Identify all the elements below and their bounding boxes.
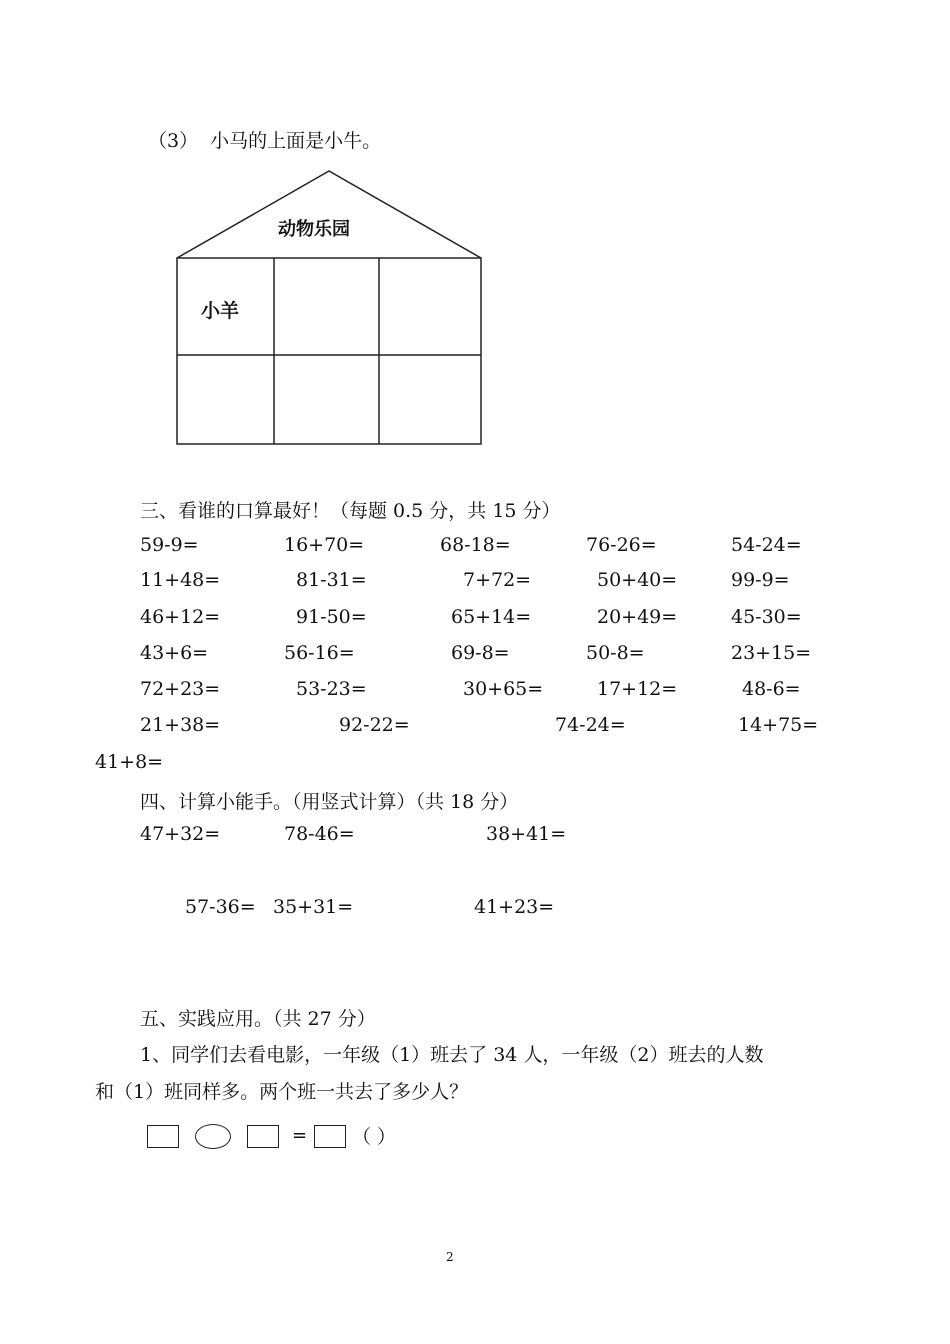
answer-box-1[interactable] (147, 1125, 179, 1148)
calc-item: 59-9= (140, 534, 199, 556)
calc-item: 65+14= (451, 606, 532, 628)
vertical-calc-item: 47+32= (140, 823, 221, 845)
operator-oval[interactable] (195, 1124, 231, 1149)
house-title: 动物乐园 (278, 219, 350, 240)
house-cell-sheep: 小羊 (201, 300, 240, 322)
section3-heading: 三、看谁的口算最好！（每题 0.5 分，共 15 分） (140, 500, 561, 522)
vertical-calc-item: 57-36= (185, 896, 256, 918)
sub-question-label: （3） (148, 130, 199, 152)
vertical-calc-item: 41+23= (474, 896, 555, 918)
vertical-calc-item: 35+31= (273, 896, 354, 918)
calc-item: 11+48= (140, 569, 221, 591)
answer-box-result[interactable] (314, 1125, 346, 1148)
calc-item: 14+75= (738, 714, 819, 736)
calc-item: 56-16= (284, 642, 355, 664)
calc-item: 72+23= (140, 678, 221, 700)
calc-item: 46+12= (140, 606, 221, 628)
calc-item: 50-8= (586, 642, 645, 664)
calc-item: 69-8= (451, 642, 510, 664)
calc-item: 48-6= (742, 678, 801, 700)
vertical-calc-item: 38+41= (486, 823, 567, 845)
calc-item: 99-9= (731, 569, 790, 591)
calc-item: 74-24= (555, 714, 626, 736)
calc-item: 91-50= (296, 606, 367, 628)
calc-item: 76-26= (586, 534, 657, 556)
house-grid-border (177, 258, 481, 444)
calc-item: 50+40= (597, 569, 678, 591)
sub-question-3 (148, 126, 381, 153)
calc-item: 30+65= (463, 678, 544, 700)
calc-item: 17+12= (597, 678, 678, 700)
vertical-calc-item: 78-46= (284, 823, 355, 845)
calc-item: 43+6= (140, 642, 209, 664)
calc-item: 23+15= (731, 642, 812, 664)
equals-sign: = (292, 1125, 308, 1146)
calc-item: 81-31= (296, 569, 367, 591)
word-problem-line2: 和（1）班同样多。两个班一共去了多少人？ (95, 1081, 469, 1103)
calc-item: 21+38= (140, 714, 221, 736)
section5-heading: 五、实践应用。（共 27 分） (140, 1008, 376, 1030)
page-number: 2 (446, 1250, 454, 1264)
calc-item: 68-18= (440, 534, 511, 556)
calc-item: 41+8= (95, 751, 164, 773)
calc-item: 7+72= (463, 569, 532, 591)
answer-box-2[interactable] (247, 1125, 279, 1148)
sub-question-text: 小马的上面是小牛。 (210, 130, 382, 152)
calc-item: 45-30= (731, 606, 802, 628)
word-problem-line1: 1、同学们去看电影，一年级（1）班去了 34 人，一年级（2）班去的人数 (140, 1044, 764, 1066)
section4-heading: 四、计算小能手。（用竖式计算）（共 18 分） (140, 791, 519, 813)
calc-item: 54-24= (731, 534, 802, 556)
unit-parentheses: （ ） (352, 1126, 397, 1148)
calc-item: 53-23= (296, 678, 367, 700)
calc-item: 20+49= (597, 606, 678, 628)
calc-item: 16+70= (284, 534, 365, 556)
calc-item: 92-22= (339, 714, 410, 736)
